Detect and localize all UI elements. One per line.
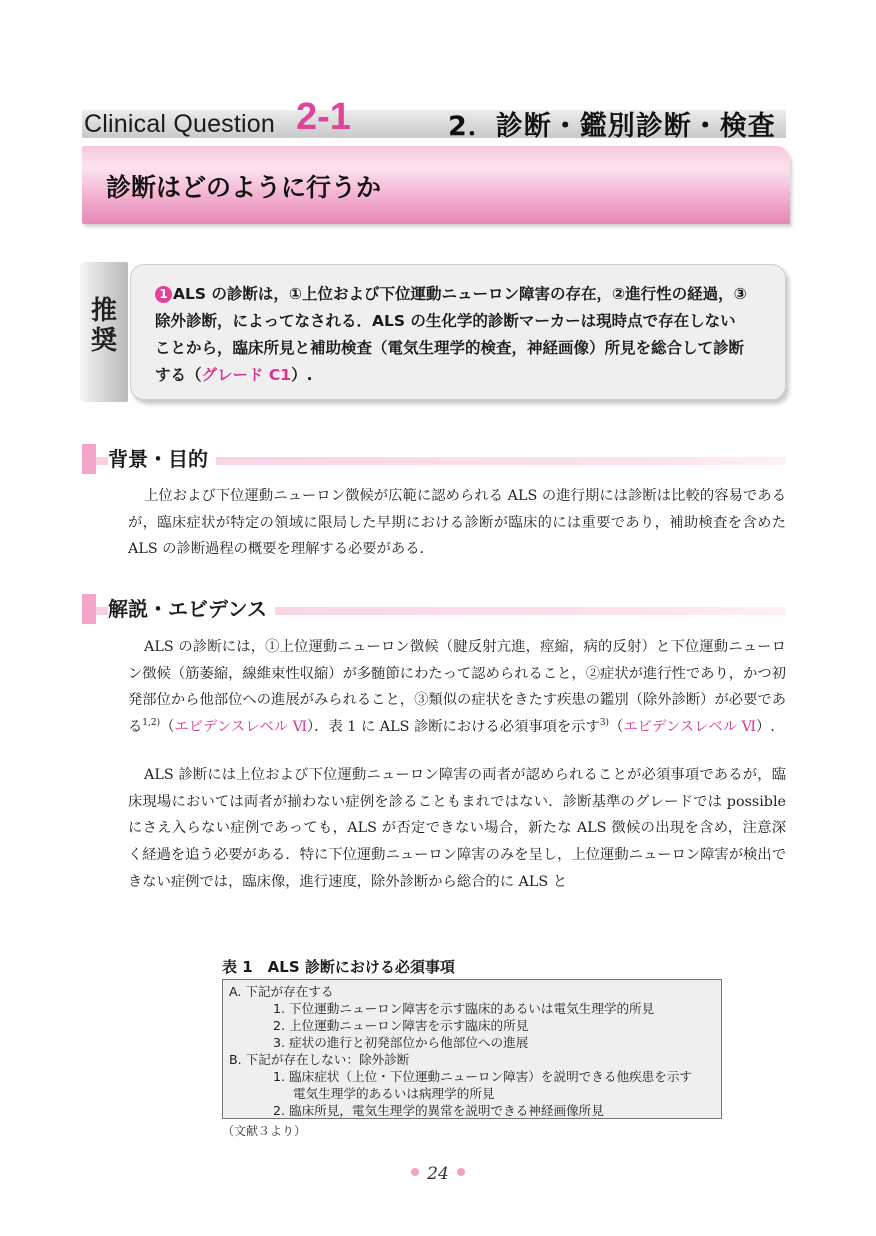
recommendation-badge: 1 <box>155 286 172 303</box>
table-row: B. 下記が存在しない：除外診断 <box>229 1052 410 1067</box>
recommendation-tab <box>80 262 128 402</box>
recommendation-line: 除外診断，によってなされる．ALS の生化学的診断マーカーは現時点で存在しない <box>155 312 736 330</box>
grade-label: グレード C1 <box>201 366 292 384</box>
cq-header <box>82 96 786 140</box>
recommendation-line: ことから，臨床所見と補助検査（電気生理学的検査，神経画像）所見を総合して診断 <box>155 339 745 357</box>
table-row: 2. 臨床所見，電気生理学的異常を説明できる神経画像所見 <box>273 1103 604 1118</box>
cq-number: 2-1 <box>296 96 351 138</box>
question-title-band <box>82 146 790 224</box>
section-marker <box>82 444 96 474</box>
reference-superscript: 1,2) <box>142 718 161 729</box>
section-heading-text: 解説・エビデンス <box>108 594 275 624</box>
section-marker <box>82 594 96 624</box>
section-title: 2．診断・鑑別診断・検査 <box>448 111 776 142</box>
page-number-text: 24 <box>427 1164 449 1184</box>
page-number <box>380 1164 496 1184</box>
recommendation-tab-label: 推奨 <box>90 296 117 356</box>
cq-label: Clinical Question <box>84 110 275 138</box>
recommendation-text <box>155 281 769 389</box>
section-heading-background <box>82 444 786 474</box>
table-source: （文献３より） <box>222 1124 307 1138</box>
recommendation-box <box>130 264 786 400</box>
reference-superscript: 3) <box>599 718 610 729</box>
table-row: 1. 下位運動ニューロン障害を示す臨床的あるいは電気生理学的所見 <box>273 1001 655 1016</box>
section-heading-text: 背景・目的 <box>108 444 216 474</box>
evidence-paragraph-1: ALS の診断には，①上位運動ニューロン徴候（腱反射亢進，痙縮，病的反射）と下位運動ニューロン徴候（筋萎縮，線維束性収縮）が多髄節にわたって認められること，②症状が進行性であり，かつ初発部位から他部位への進展がみられること，③類似の症状をきたす疾患の鑑別（除外診断）が必要である$^{1,2)}$（エビデンスレベル Ⅵ）．表 1 に ALS 診断における必須事項を示す$^{3)}$（エビデンスレベル Ⅵ）. <box>128 639 786 736</box>
background-paragraph: 上位および下位運動ニューロン徴候が広範に認められる ALS の進行期には診断は比較的容易であるが，臨床症状が特定の領域に限局した早期における診断が臨床的には重要であり，補助検査を含めた ALS の診断過程の概要を理解する必要がある． <box>128 488 786 558</box>
table-row: 2. 上位運動ニューロン障害を示す臨床的所見 <box>273 1018 529 1033</box>
requirements-table <box>222 979 722 1119</box>
page-title: 診断はどのように行うか <box>106 173 382 202</box>
evidence-level: エビデンスレベル Ⅵ <box>174 719 308 736</box>
table-caption: 表 1 ALS 診断における必須事項 <box>222 958 455 976</box>
recommendation-line: 1 ALS の診断は，①上位および下位運動ニューロン障害の存在，②進行性の経過，③ <box>155 281 769 308</box>
page-dot <box>457 1168 465 1176</box>
table-row: 3. 症状の進行と初発部位から他部位への進展 <box>273 1035 529 1050</box>
evidence-level: エビデンスレベル Ⅵ <box>623 719 756 736</box>
table-row: 1. 臨床症状（上位・下位運動ニューロン障害）を説明できる他疾患を示す <box>273 1069 693 1084</box>
page-dot <box>411 1168 419 1176</box>
table-row: 電気生理学的あるいは病理学的所見 <box>293 1086 495 1101</box>
section-heading-evidence <box>82 594 786 624</box>
evidence-paragraph-2: ALS 診断には上位および下位運動ニューロン障害の両者が認められることが必須事項であるが，臨床現場においては両者が揃わない症例を診ることもまれではない．診断基準のグレードでは possible にさえ入らない症例であっても，ALS が否定できない場合，新たな ALS 徴候の出現を含め，注意深く経過を追う必要がある．特に下位運動ニューロン障害のみを呈し，上位運動ニューロン障害が検出できない症例では，臨床像，進行速度，除外診断から総合的に ALS と <box>128 767 786 890</box>
recommendation-line: する（グレード C1）. <box>155 366 313 384</box>
table-row: A. 下記が存在する <box>229 984 334 999</box>
